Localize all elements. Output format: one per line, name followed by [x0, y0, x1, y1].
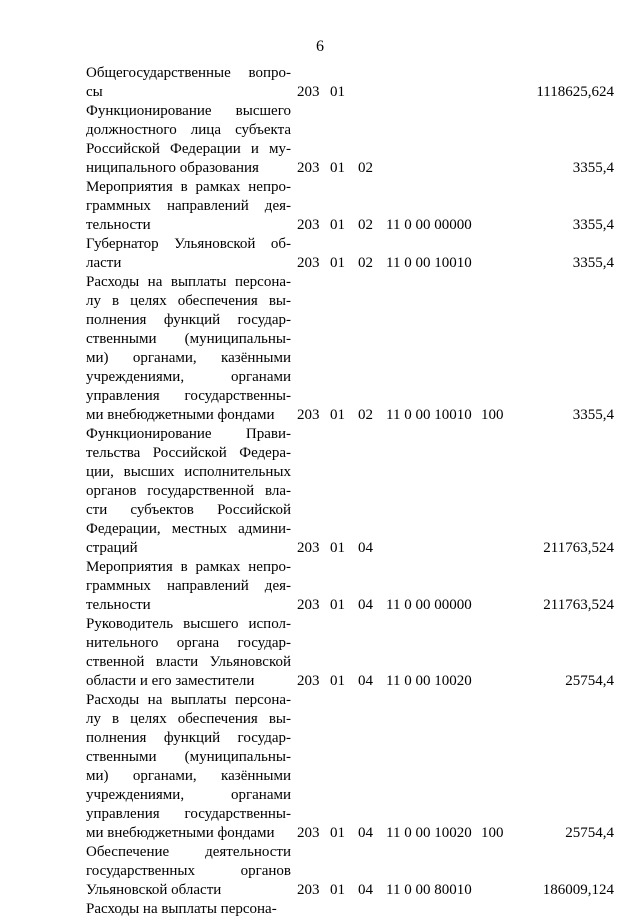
- row-name: [86, 691, 291, 843]
- row-name: [86, 64, 291, 102]
- code-grbs: 203: [297, 882, 320, 898]
- code-grbs: 203: [297, 84, 320, 100]
- code-podrazdel: 02: [358, 407, 373, 423]
- row-amount: 3355,4: [572, 255, 614, 271]
- row-name-line: граммных направлений дея-: [86, 198, 291, 214]
- row-name: [86, 900, 291, 919]
- code-csr: 11 0 00 10010: [386, 407, 472, 423]
- row-name: [86, 425, 291, 558]
- row-amount: 25754,4: [565, 673, 614, 689]
- row-name-line: Функционирование Прави-: [86, 426, 291, 442]
- code-razdel: 01: [330, 255, 345, 271]
- row-name-line: нительного органа государ-: [86, 635, 291, 651]
- code-grbs: 203: [297, 597, 320, 613]
- row-name-line: Расходы на выплаты персона-: [86, 692, 291, 708]
- code-razdel: 01: [330, 160, 345, 176]
- row-name-line: ции, высших исполнительных: [86, 464, 291, 480]
- row-name: [86, 558, 291, 615]
- row-name-line: учреждениями, органами: [86, 369, 291, 385]
- row-name-line: области и его заместители: [86, 673, 255, 689]
- row-name-line: управления государственны-: [86, 806, 291, 822]
- row-amount: 211763,524: [543, 540, 614, 556]
- code-csr: 11 0 00 10020: [386, 825, 472, 841]
- row-name-line: тельности: [86, 597, 151, 613]
- row-name-line: Мероприятия в рамках непро-: [86, 559, 291, 575]
- row-name-line: ласти: [86, 255, 122, 271]
- row-name-line: страций: [86, 540, 138, 556]
- row-amount: 3355,4: [572, 217, 614, 233]
- table-row: [0, 843, 640, 900]
- row-name-line: управления государственны-: [86, 388, 291, 404]
- row-name-line: Обеспечение деятельности: [86, 844, 291, 860]
- code-csr: 11 0 00 80010: [386, 882, 472, 898]
- row-name-line: Общегосударственные вопро-: [86, 65, 291, 81]
- row-name-line: полнения функций государ-: [86, 312, 291, 328]
- row-name: [86, 235, 291, 273]
- code-csr: 11 0 00 00000: [386, 217, 472, 233]
- row-name-line: ми) органами, казёнными: [86, 768, 291, 784]
- row-name: [86, 178, 291, 235]
- table-row: [0, 64, 640, 102]
- row-name-line: Мероприятия в рамках непро-: [86, 179, 291, 195]
- table-row: [0, 273, 640, 425]
- code-grbs: 203: [297, 217, 320, 233]
- row-name-line: сы: [86, 84, 103, 100]
- row-name-line: Ульяновской области: [86, 882, 222, 898]
- row-name-line: учреждениями, органами: [86, 787, 291, 803]
- row-name-line: лу в целях обеспечения вы-: [86, 711, 291, 727]
- row-amount: 186009,124: [542, 882, 614, 898]
- code-csr: 11 0 00 10020: [386, 673, 472, 689]
- row-name-line: должностного лица субъекта: [86, 122, 291, 138]
- table-row: [0, 900, 640, 919]
- code-grbs: 203: [297, 160, 320, 176]
- code-grbs: 203: [297, 673, 320, 689]
- row-name-line: ниципального образования: [86, 160, 259, 176]
- row-name-line: сти субъектов Российской: [86, 502, 291, 518]
- row-name-line: граммных направлений дея-: [86, 578, 291, 594]
- row-name-line: ственными (муниципальны-: [86, 331, 291, 347]
- row-name-line: органов государственной вла-: [86, 483, 291, 499]
- code-razdel: 01: [330, 84, 345, 100]
- row-name-line: ственной власти Ульяновской: [86, 654, 291, 670]
- code-razdel: 01: [330, 217, 345, 233]
- table-row: [0, 425, 640, 558]
- row-amount: 25754,4: [565, 825, 614, 841]
- code-csr: 11 0 00 00000: [386, 597, 472, 613]
- row-name: [86, 273, 291, 425]
- row-name-line: Губернатор Ульяновской об-: [86, 236, 291, 252]
- row-name-line: тельности: [86, 217, 151, 233]
- code-grbs: 203: [297, 255, 320, 271]
- row-amount: 1118625,624: [536, 84, 614, 100]
- code-podrazdel: 04: [358, 597, 373, 613]
- code-vr: 100: [481, 407, 504, 423]
- page-number: 6: [316, 38, 324, 55]
- code-podrazdel: 02: [358, 160, 373, 176]
- row-name: [86, 102, 291, 178]
- row-name-line: Российской Федерации и му-: [86, 141, 291, 157]
- row-name-line: ми внебюджетными фондами: [86, 825, 275, 841]
- row-name-line: ми) органами, казёнными: [86, 350, 291, 366]
- row-name-line: ственными (муниципальны-: [86, 749, 291, 765]
- code-grbs: 203: [297, 540, 320, 556]
- code-razdel: 01: [330, 597, 345, 613]
- code-razdel: 01: [330, 825, 345, 841]
- row-name-line: государственных органов: [86, 863, 291, 879]
- row-name-line: Федерации, местных админи-: [86, 521, 291, 537]
- code-razdel: 01: [330, 882, 345, 898]
- table-row: [0, 691, 640, 843]
- code-podrazdel: 02: [358, 255, 373, 271]
- row-amount: 211763,524: [543, 597, 614, 613]
- row-amount: 3355,4: [572, 407, 614, 423]
- code-podrazdel: 04: [358, 882, 373, 898]
- code-razdel: 01: [330, 673, 345, 689]
- code-vr: 100: [481, 825, 504, 841]
- row-name-line: Расходы на выплаты персона-: [86, 274, 291, 290]
- row-name: [86, 615, 291, 691]
- code-razdel: 01: [330, 407, 345, 423]
- code-grbs: 203: [297, 407, 320, 423]
- table-row: [0, 558, 640, 615]
- code-podrazdel: 04: [358, 540, 373, 556]
- code-csr: 11 0 00 10010: [386, 255, 472, 271]
- table-row: [0, 615, 640, 691]
- code-podrazdel: 04: [358, 673, 373, 689]
- row-amount: 3355,4: [572, 160, 614, 176]
- row-name-line: лу в целях обеспечения вы-: [86, 293, 291, 309]
- row-name: [86, 843, 291, 900]
- table-row: [0, 178, 640, 235]
- code-podrazdel: 02: [358, 217, 373, 233]
- row-name-line: полнения функций государ-: [86, 730, 291, 746]
- code-razdel: 01: [330, 540, 345, 556]
- table-row: [0, 235, 640, 273]
- table-row: [0, 102, 640, 178]
- row-name-line: Функционирование высшего: [86, 103, 291, 119]
- row-name-line: Руководитель высшего испол-: [86, 616, 291, 632]
- code-grbs: 203: [297, 825, 320, 841]
- row-name-line: Расходы на выплаты персона-: [86, 901, 277, 917]
- row-name-line: ми внебюджетными фондами: [86, 407, 275, 423]
- row-name-line: тельства Российской Федера-: [86, 445, 291, 461]
- code-podrazdel: 04: [358, 825, 373, 841]
